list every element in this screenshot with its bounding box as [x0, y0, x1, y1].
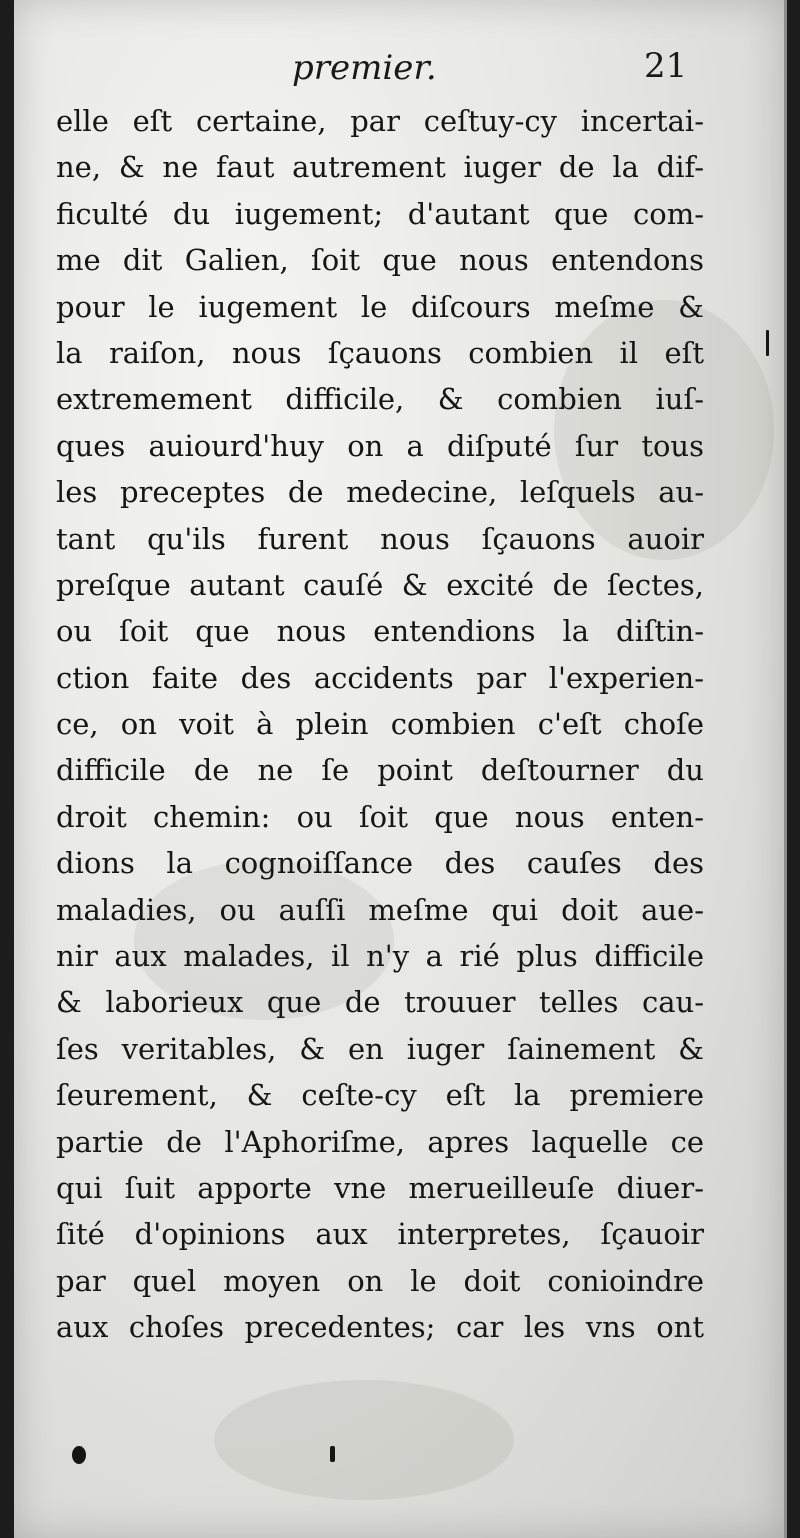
text-line: elle eſt certaine, par ceſtuy-cy incertai-: [56, 104, 704, 138]
text-line: ou ſoit que nous entendions la diſtin-: [56, 614, 704, 649]
text-line: nir aux malades, il n'y a rié plus difficile: [56, 939, 704, 974]
text-line: extremement difficile, & combien iuſ-: [56, 382, 704, 417]
text-line: qui ſuit apporte vne merueilleuſe diuer-: [56, 1170, 704, 1205]
text-line: pour le iugement le diſcours meſme &: [56, 289, 704, 324]
text-line: ce, on voit à plein combien c'eſt choſe: [56, 707, 704, 742]
text-line: ſeurement, & ceſte-cy eſt la premiere: [56, 1078, 704, 1113]
page-number: 21: [644, 46, 688, 86]
running-head: premier.: [292, 48, 437, 88]
ink-speck: [72, 1446, 86, 1464]
text-line: me dit Galien, ſoit que nous entendons: [56, 243, 704, 278]
text-line: ne, & ne faut autrement iuger de la dif-: [56, 150, 704, 185]
text-line: ſité d'opinions aux interpretes, ſçauoir: [56, 1217, 704, 1252]
text-line: la raiſon, nous ſçauons combien il eſt: [56, 335, 704, 370]
ink-speck: [766, 330, 769, 356]
text-line: ction faite des accidents par l'experien-: [56, 660, 704, 695]
text-line: & laborieux que de trouuer telles cau-: [56, 985, 704, 1020]
text-line: partie de l'Aphoriſme, apres laquelle ce: [56, 1124, 704, 1159]
text-line: droit chemin: ou ſoit que nous enten-: [56, 799, 704, 834]
ink-speck: [330, 1446, 335, 1462]
text-line: ficulté du iugement; d'autant que com-: [56, 196, 704, 231]
text-line: tant qu'ils furent nous ſçauons auoir: [56, 521, 704, 556]
book-page: [14, 0, 787, 1538]
body-text: [56, 98, 704, 1351]
text-line: par quel moyen on le doit conioindre: [56, 1263, 704, 1298]
text-line: ſes veritables, & en iuger ſainement &: [56, 1031, 704, 1066]
paper-stain: [214, 1380, 514, 1500]
text-line: ques auiourd'huy on a diſputé ſur tous: [56, 428, 704, 463]
page-header: [14, 48, 784, 94]
text-line: maladies, ou auſſi meſme qui doit aue-: [56, 892, 704, 927]
text-line: aux choſes precedentes; car les vns ont: [56, 1310, 704, 1345]
text-line: dions la cognoiſſance des cauſes des: [56, 846, 704, 881]
text-line: les preceptes de medecine, leſquels au-: [56, 475, 704, 510]
text-line: preſque autant cauſé & excité de ſectes,: [56, 567, 704, 602]
text-line: difficile de ne ſe point deſtourner du: [56, 753, 704, 788]
